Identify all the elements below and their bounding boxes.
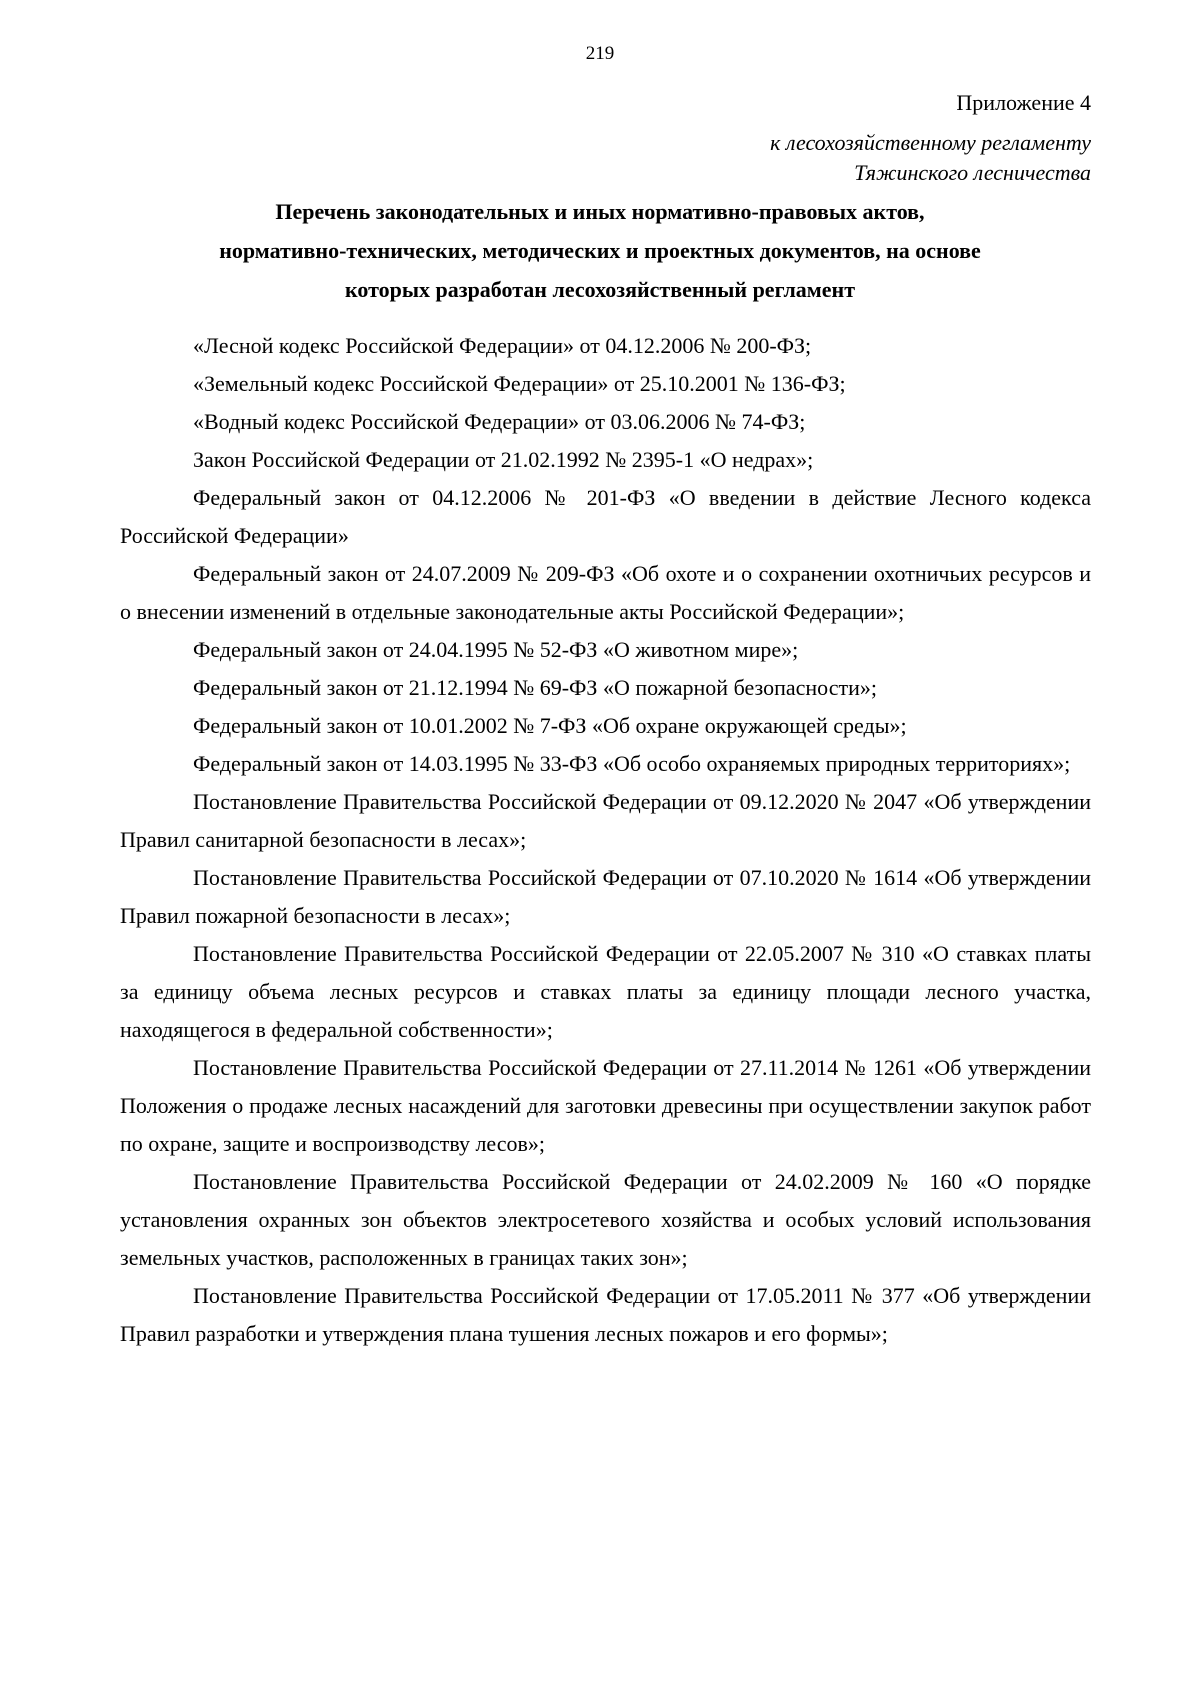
list-item: Закон Российской Федерации от 21.02.1992 № 2395-1 «О недрах»;: [193, 447, 814, 472]
list-item: Постановление Правительства Российской Федерации от 24.02.2009 № 160 «О порядке установления охранных зон объектов электросетевого хозяйства и особых условий использования земельных участков, расположенных в границах таких зон»;: [120, 1169, 1091, 1270]
list-item: Постановление Правительства Российской Федерации от 17.05.2011 № 377 «Об утверждении Правил разработки и утверждения плана тушения лесных пожаров и его формы»;: [120, 1283, 1091, 1346]
appendix-note-line-2: Тяжинского лесничества: [854, 160, 1091, 185]
document-title: [100, 192, 1100, 309]
list-item: Постановление Правительства Российской Федерации от 09.12.2020 № 2047 «Об утверждении Правил санитарной безопасности в лесах»;: [120, 789, 1091, 852]
list-item: Федеральный закон от 04.12.2006 № 201-ФЗ «О введении в действие Лесного кодекса Российской Федерации»: [120, 485, 1091, 548]
list-item: Постановление Правительства Российской Федерации от 22.05.2007 № 310 «О ставках платы за единицу объема лесных ресурсов и ставках платы за единицу площади лесного участка, находящегося в федеральной собственности»;: [120, 941, 1091, 1042]
appendix-label: Приложение 4: [956, 90, 1091, 115]
list-item: Постановление Правительства Российской Федерации от 07.10.2020 № 1614 «Об утверждении Правил пожарной безопасности в лесах»;: [120, 865, 1091, 928]
title-line-3: которых разработан лесохозяйственный регламент: [344, 277, 856, 302]
list-item: Федеральный закон от 24.04.1995 № 52-ФЗ «О животном мире»;: [193, 637, 799, 662]
document-body: [120, 327, 1091, 1353]
appendix-note: [770, 128, 1091, 188]
page-number: 219: [585, 43, 615, 64]
title-line-2: нормативно-технических, методических и проектных документов, на основе: [219, 238, 981, 263]
appendix-note-line-1: к лесохозяйственному регламенту: [770, 130, 1091, 155]
list-item: Федеральный закон от 10.01.2002 № 7-ФЗ «Об охране окружающей среды»;: [193, 713, 907, 738]
list-item: Постановление Правительства Российской Федерации от 27.11.2014 № 1261 «Об утверждении Положения о продаже лесных насаждений для заготовки древесины при осуществлении закупок работ по охране, защите и воспроизводству лесов»;: [120, 1055, 1091, 1156]
title-line-1: Перечень законодательных и иных нормативно-правовых актов,: [275, 199, 925, 224]
list-item: Федеральный закон от 21.12.1994 № 69-ФЗ «О пожарной безопасности»;: [193, 675, 877, 700]
list-item: Федеральный закон от 24.07.2009 № 209-ФЗ «Об охоте и о сохранении охотничьих ресурсов и о внесении изменений в отдельные законодательные акты Российской Федерации»;: [120, 561, 1091, 624]
list-item: «Лесной кодекс Российской Федерации» от 04.12.2006 № 200-ФЗ;: [193, 333, 812, 358]
list-item: «Земельный кодекс Российской Федерации» от 25.10.2001 № 136-ФЗ;: [193, 371, 846, 396]
list-item: Федеральный закон от 14.03.1995 № 33-ФЗ «Об особо охраняемых природных территориях»;: [193, 751, 1071, 776]
list-item: «Водный кодекс Российской Федерации» от 03.06.2006 № 74-ФЗ;: [193, 409, 806, 434]
